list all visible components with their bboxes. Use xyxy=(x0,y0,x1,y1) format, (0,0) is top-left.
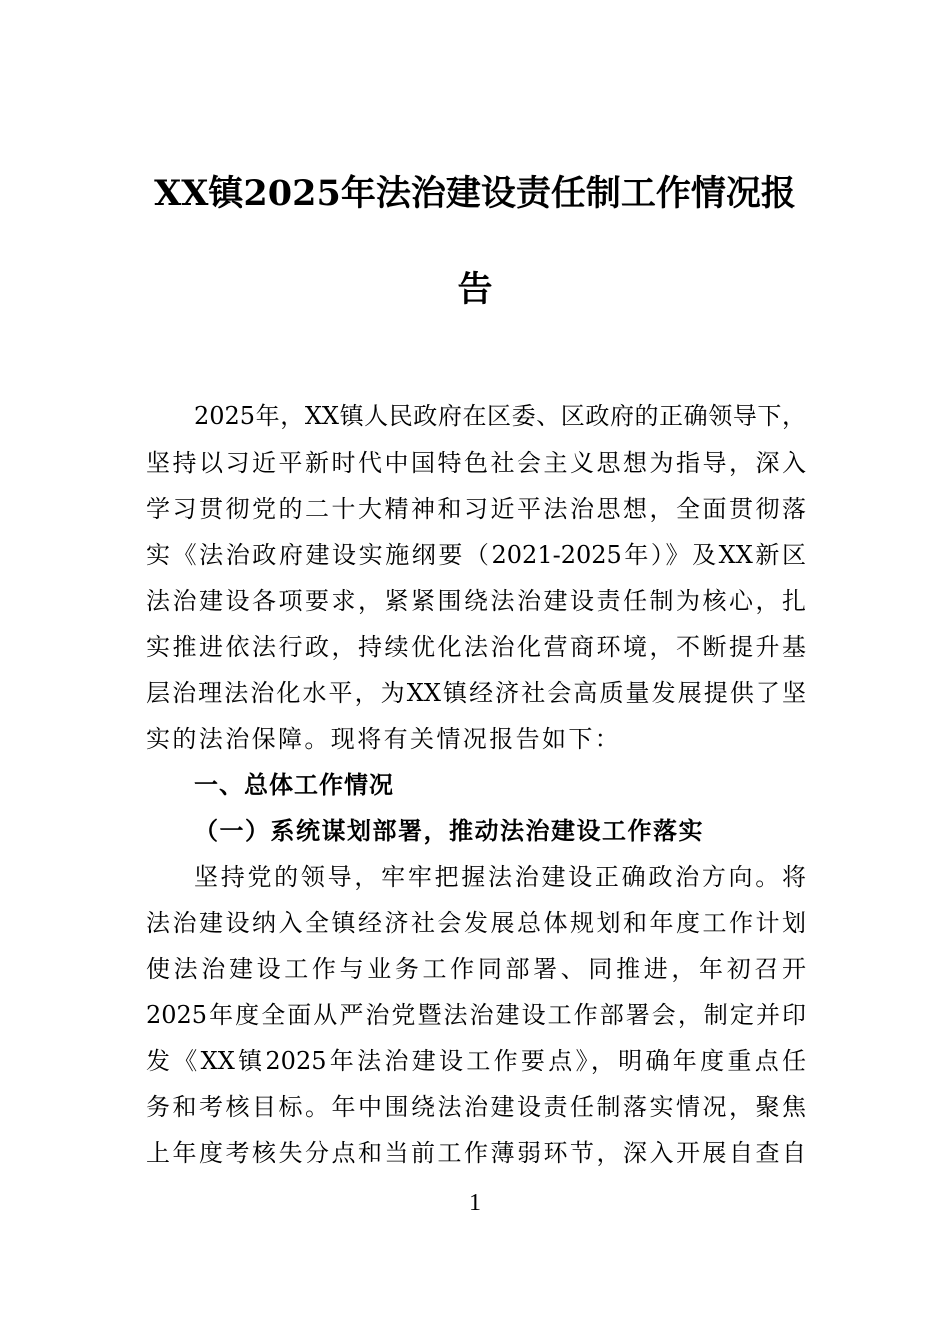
document-title-line-2: 告 xyxy=(457,269,493,310)
section1-line-2: 法治建设纳入全镇经济社会发展总体规划和年度工作计划 xyxy=(146,909,806,937)
intro-line-8: 实的法治保障。现将有关情况报告如下： xyxy=(146,725,622,753)
intro-line-5: 法治建设各项要求，紧紧围绕法治建设责任制为核心，扎 xyxy=(146,587,806,615)
section1-line-1: 坚持党的领导，牢牢把握法治建设正确政治方向。将 xyxy=(194,863,806,891)
page-number: 1 xyxy=(469,1190,481,1216)
section1-line-3: 使法治建设工作与业务工作同部署、同推进，年初召开 xyxy=(146,955,806,983)
section1-line-7: 上年度考核失分点和当前工作薄弱环节，深入开展自查自 xyxy=(146,1139,806,1167)
intro-line-4: 实《法治政府建设实施纲要（2021-2025年）》及XX新区 xyxy=(146,541,806,569)
section1-line-5: 发《XX镇2025年法治建设工作要点》，明确年度重点任 xyxy=(146,1047,806,1075)
section-heading-1: 一、总体工作情况 xyxy=(194,771,394,799)
section1-line-4: 2025年度全面从严治党暨法治建设工作部署会，制定并印 xyxy=(146,1001,806,1029)
section1-line-6: 务和考核目标。年中围绕法治建设责任制落实情况，聚焦 xyxy=(146,1093,806,1121)
document-title-line-1: XX镇2025年法治建设责任制工作情况报 xyxy=(154,173,796,214)
intro-line-6: 实推进依法行政，持续优化法治化营商环境，不断提升基 xyxy=(146,633,806,661)
intro-line-3: 学习贯彻党的二十大精神和习近平法治思想，全面贯彻落 xyxy=(146,495,806,523)
intro-line-2: 坚持以习近平新时代中国特色社会主义思想为指导，深入 xyxy=(146,449,806,477)
intro-line-7: 层治理法治化水平，为XX镇经济社会高质量发展提供了坚 xyxy=(146,679,806,707)
subsection-heading-1: （一）系统谋划部署，推动法治建设工作落实 xyxy=(194,816,704,845)
intro-line-1: 2025年，XX镇人民政府在区委、区政府的正确领导下， xyxy=(194,402,806,430)
